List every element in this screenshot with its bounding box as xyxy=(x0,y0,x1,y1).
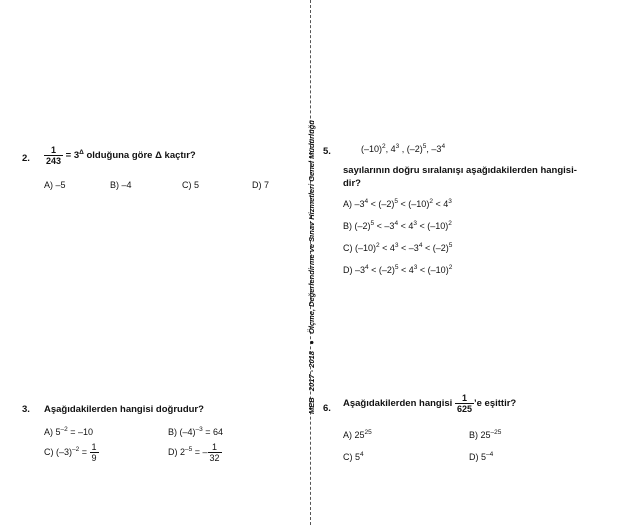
option-a-exp: –2 xyxy=(60,426,68,433)
term-exp: 2 xyxy=(448,220,452,227)
question-number: 2. xyxy=(22,153,30,164)
term-exp: 4 xyxy=(418,242,423,249)
question-text-line1: sayılarının doğru sıralanışı aşağıdakilerden hangisi- xyxy=(343,165,577,176)
option-c-base: C) (–3) xyxy=(44,446,73,457)
sidebar-years: 2017 - 2018 xyxy=(307,351,316,392)
fraction-denominator: 9 xyxy=(91,453,97,463)
term-base: (–2) xyxy=(354,221,371,231)
option-a[interactable]: A) –5 xyxy=(44,180,66,190)
option-b[interactable] xyxy=(168,427,223,437)
option-c[interactable] xyxy=(44,442,99,463)
fraction-denominator: 625 xyxy=(456,404,472,414)
option-d[interactable] xyxy=(469,452,493,462)
question-rest: olduğuna göre Δ kaçtır? xyxy=(86,150,196,162)
option-c[interactable] xyxy=(343,452,364,462)
option-d[interactable] xyxy=(168,442,222,463)
question-text: Aşağıdakilerden hangisi doğrudur? xyxy=(44,404,204,415)
fraction-numerator: 1 xyxy=(91,442,97,452)
term-base: (–10) xyxy=(355,243,377,253)
term-exp: 5 xyxy=(370,220,375,227)
term-base: < 4 xyxy=(398,221,414,231)
list-exp: 5 xyxy=(422,143,427,150)
term-exp: 4 xyxy=(364,198,369,205)
fraction-numerator: 1 xyxy=(461,393,467,403)
option-d-exp: –5 xyxy=(185,445,193,453)
term-exp: 2 xyxy=(448,264,453,271)
term-exp: 5 xyxy=(394,264,399,271)
option-c-exp: –2 xyxy=(72,445,80,453)
term-exp: 4 xyxy=(394,220,399,227)
option-d-base: D) 5 xyxy=(469,452,487,462)
term-exp: 5 xyxy=(448,242,453,249)
equals-base: = 3 xyxy=(65,150,80,162)
option-d-fraction xyxy=(208,442,222,463)
question-number: 3. xyxy=(22,404,30,415)
list-item: (–10) xyxy=(361,144,383,154)
question-lead: Aşağıdakilerden hangisi xyxy=(343,398,453,409)
option-c-exp: 4 xyxy=(360,451,364,458)
fraction-numerator: 1 xyxy=(51,145,57,155)
option-b-base: B) 25 xyxy=(469,430,491,440)
question-number: 5. xyxy=(323,146,331,157)
option-a-rest: = –10 xyxy=(67,427,94,437)
list-item: , –3 xyxy=(426,144,442,154)
term-exp: 4 xyxy=(365,264,369,271)
option-label: A) xyxy=(343,199,355,209)
option-d[interactable] xyxy=(343,265,452,275)
term-exp: 3 xyxy=(448,198,452,205)
fraction xyxy=(455,393,474,414)
term-exp: 3 xyxy=(394,242,399,249)
term-exp: 3 xyxy=(413,220,417,227)
option-a-base: A) 25 xyxy=(343,430,365,440)
option-label: B) xyxy=(343,221,355,231)
term-base: < 4 xyxy=(432,199,449,209)
option-c[interactable]: C) 5 xyxy=(182,180,200,190)
option-a[interactable] xyxy=(44,427,93,437)
option-d[interactable]: D) 7 xyxy=(252,180,270,190)
term-exp: 5 xyxy=(394,198,399,205)
option-c-eq: = xyxy=(79,446,90,457)
option-a-base: A) 5 xyxy=(44,427,61,437)
option-a-exp: 25 xyxy=(364,429,372,436)
term-base: < 4 xyxy=(398,265,414,275)
fraction xyxy=(44,145,63,166)
option-label: D) xyxy=(343,265,355,275)
fraction-denominator: 243 xyxy=(46,156,62,166)
term-base: < (–2) xyxy=(422,243,449,253)
question-text xyxy=(343,393,516,414)
option-label: C) xyxy=(343,243,355,253)
option-b[interactable]: B) –4 xyxy=(110,180,132,190)
number-list xyxy=(361,144,445,154)
term-base: < (–2) xyxy=(368,265,395,275)
list-exp: 3 xyxy=(395,143,400,150)
term-exp: 2 xyxy=(376,242,380,249)
term-exp: 3 xyxy=(413,264,418,271)
option-d-base: D) 2 xyxy=(168,446,186,457)
question-rest: ’e eşittir? xyxy=(473,398,517,409)
sidebar-bullet: ● xyxy=(307,340,316,345)
term-base: < (–2) xyxy=(368,199,395,209)
fraction-denominator: 32 xyxy=(209,453,220,463)
exponent: Δ xyxy=(79,149,84,157)
term-base: < –3 xyxy=(398,243,419,253)
option-b-base: B) (–4) xyxy=(168,427,196,437)
term-base: < 4 xyxy=(379,243,395,253)
option-a[interactable] xyxy=(343,199,452,209)
fraction-numerator: 1 xyxy=(212,442,218,452)
option-b[interactable] xyxy=(469,430,501,440)
question-text xyxy=(44,145,196,166)
term-base: < (–10) xyxy=(398,199,430,209)
option-b-exp: –3 xyxy=(195,426,203,433)
list-exp: 2 xyxy=(382,143,386,150)
list-item: , 4 xyxy=(385,144,396,154)
term-base: –3 xyxy=(354,199,365,209)
option-b[interactable] xyxy=(343,221,452,231)
option-c-base: C) 5 xyxy=(343,452,361,462)
list-exp: 4 xyxy=(441,143,446,150)
list-item: , (–2) xyxy=(399,144,423,154)
sidebar-vertical-text xyxy=(307,120,316,414)
option-d-eq: = – xyxy=(192,446,208,457)
option-b-rest: = 64 xyxy=(202,427,224,437)
term-base: < (–10) xyxy=(417,265,449,275)
option-c-fraction xyxy=(90,442,99,463)
option-c[interactable] xyxy=(343,243,452,253)
term-base: < –3 xyxy=(374,221,395,231)
sidebar-meb: MEB xyxy=(307,397,316,414)
question-number: 6. xyxy=(323,403,331,414)
option-d-exp: –4 xyxy=(486,451,494,458)
sidebar-org: Ölçme, Değerlendirme ve Sınav Hizmetleri Genel Müdürlüğü xyxy=(307,120,316,334)
term-exp: 2 xyxy=(429,198,433,205)
term-base: –3 xyxy=(355,265,366,275)
term-base: < (–10) xyxy=(416,221,449,231)
option-a[interactable] xyxy=(343,430,372,440)
question-text-line2: dir? xyxy=(343,178,361,189)
option-b-exp: –25 xyxy=(490,429,502,436)
